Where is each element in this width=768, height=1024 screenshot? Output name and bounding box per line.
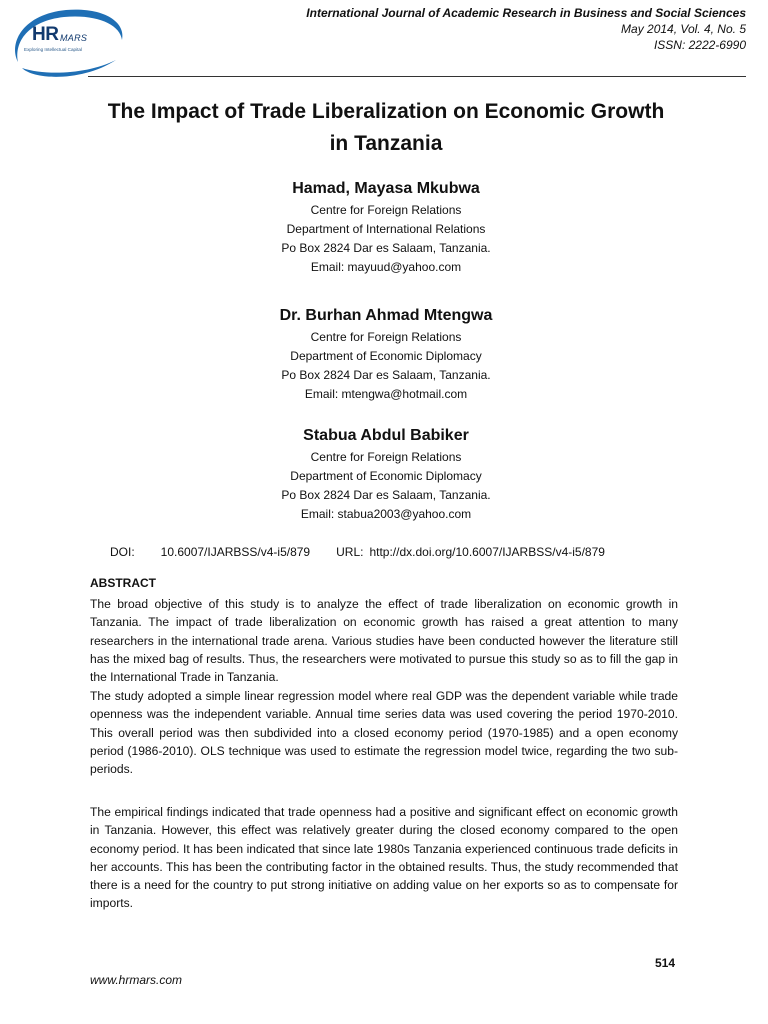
identifiers-line [110, 545, 611, 559]
author-affiliation-line: Po Box 2824 Dar es Salaam, Tanzania. [281, 368, 491, 382]
abstract-paragraph: The broad objective of this study is to analyze the effect of trade liberalization on economic growth in Tanzania. The impact of trade liberalization on economic growth has raised a great attention to many researchers in the international trade arena. Various studies have been conducted however the literature still has the mixed bag of results. Thus, the researchers were motivated to pursue this study so as to fill the gap in the International Trade in Tanzania. [90, 597, 678, 685]
author-affiliation-line: Department of Economic Diplomacy [290, 469, 482, 483]
paper-title-line: in Tanzania [329, 132, 443, 155]
abstract-paragraph: The study adopted a simple linear regression model where real GDP was the dependent variable while trade openness was the independent variable. Annual time series data was used covering the period 1970-2010. This overall period was then subdivided into a closed economy period (1970-1985) and a open economy period (1986-2010). OLS technique was used to estimate the regression model twice, regarding the two sub-periods. [90, 689, 678, 777]
page-number: 514 [655, 956, 676, 970]
abstract-paragraph: The empirical findings indicated that trade openness had a positive and significant effect on economic growth in Tanzania. However, this effect was relatively greater during the closed economy compared to the open economy period. It has been indicated that since late 1980s Tanzania experienced continuous trade deficits in her accounts. This has been the contributing factor in the obtained results. Thus, the study recommended that there is a need for the country to put strong initiative on adding value on her exports so as to compensate for imports. [90, 805, 678, 911]
author-email: Email: stabua2003@yahoo.com [300, 507, 472, 521]
journal-issn: ISSN: 2222-6990 [653, 38, 746, 52]
author-affiliation-line: Po Box 2824 Dar es Salaam, Tanzania. [281, 488, 491, 502]
author-block [90, 425, 682, 524]
doi-value[interactable]: 10.6007/IJARBSS/v4-i5/879 [160, 545, 311, 559]
url-link[interactable]: http://dx.doi.org/10.6007/IJARBSS/v4-i5/879 [369, 545, 605, 559]
header-divider [88, 76, 746, 77]
logo-tagline: Exploring Intellectual Capital [24, 47, 82, 52]
abstract-heading: ABSTRACT [90, 576, 156, 590]
author-affiliation-line: Centre for Foreign Relations [310, 450, 462, 464]
author-affiliation-line: Po Box 2824 Dar es Salaam, Tanzania. [281, 241, 491, 255]
journal-name: International Journal of Academic Research in Business and Social Sciences [306, 6, 746, 20]
author-name: Hamad, Mayasa Mkubwa [292, 180, 480, 197]
author-block [90, 178, 682, 277]
url-label: URL: [336, 545, 364, 559]
logo-mark: HR [32, 24, 59, 45]
author-affiliation-line: Department of Economic Diplomacy [290, 349, 482, 363]
author-name: Stabua Abdul Babiker [303, 427, 469, 444]
author-affiliation-line: Centre for Foreign Relations [310, 330, 462, 344]
author-affiliation-line: Centre for Foreign Relations [310, 203, 462, 217]
author-email: Email: mtengwa@hotmail.com [304, 387, 468, 401]
journal-header [306, 5, 746, 53]
author-name: Dr. Burhan Ahmad Mtengwa [279, 307, 493, 324]
author-affiliation-line: Department of International Relations [286, 222, 486, 236]
footer-website-link[interactable]: www.hrmars.com [90, 973, 183, 987]
paper-title [60, 96, 712, 160]
logo-mark-suffix: MARS [60, 33, 88, 43]
doi-label: DOI: [110, 545, 135, 559]
journal-issue: May 2014, Vol. 4, No. 5 [621, 22, 746, 36]
author-block [90, 305, 682, 404]
journal-logo [4, 2, 128, 82]
author-email: Email: mayuud@yahoo.com [310, 260, 462, 274]
paper-title-line: The Impact of Trade Liberalization on Economic Growth [107, 100, 665, 123]
